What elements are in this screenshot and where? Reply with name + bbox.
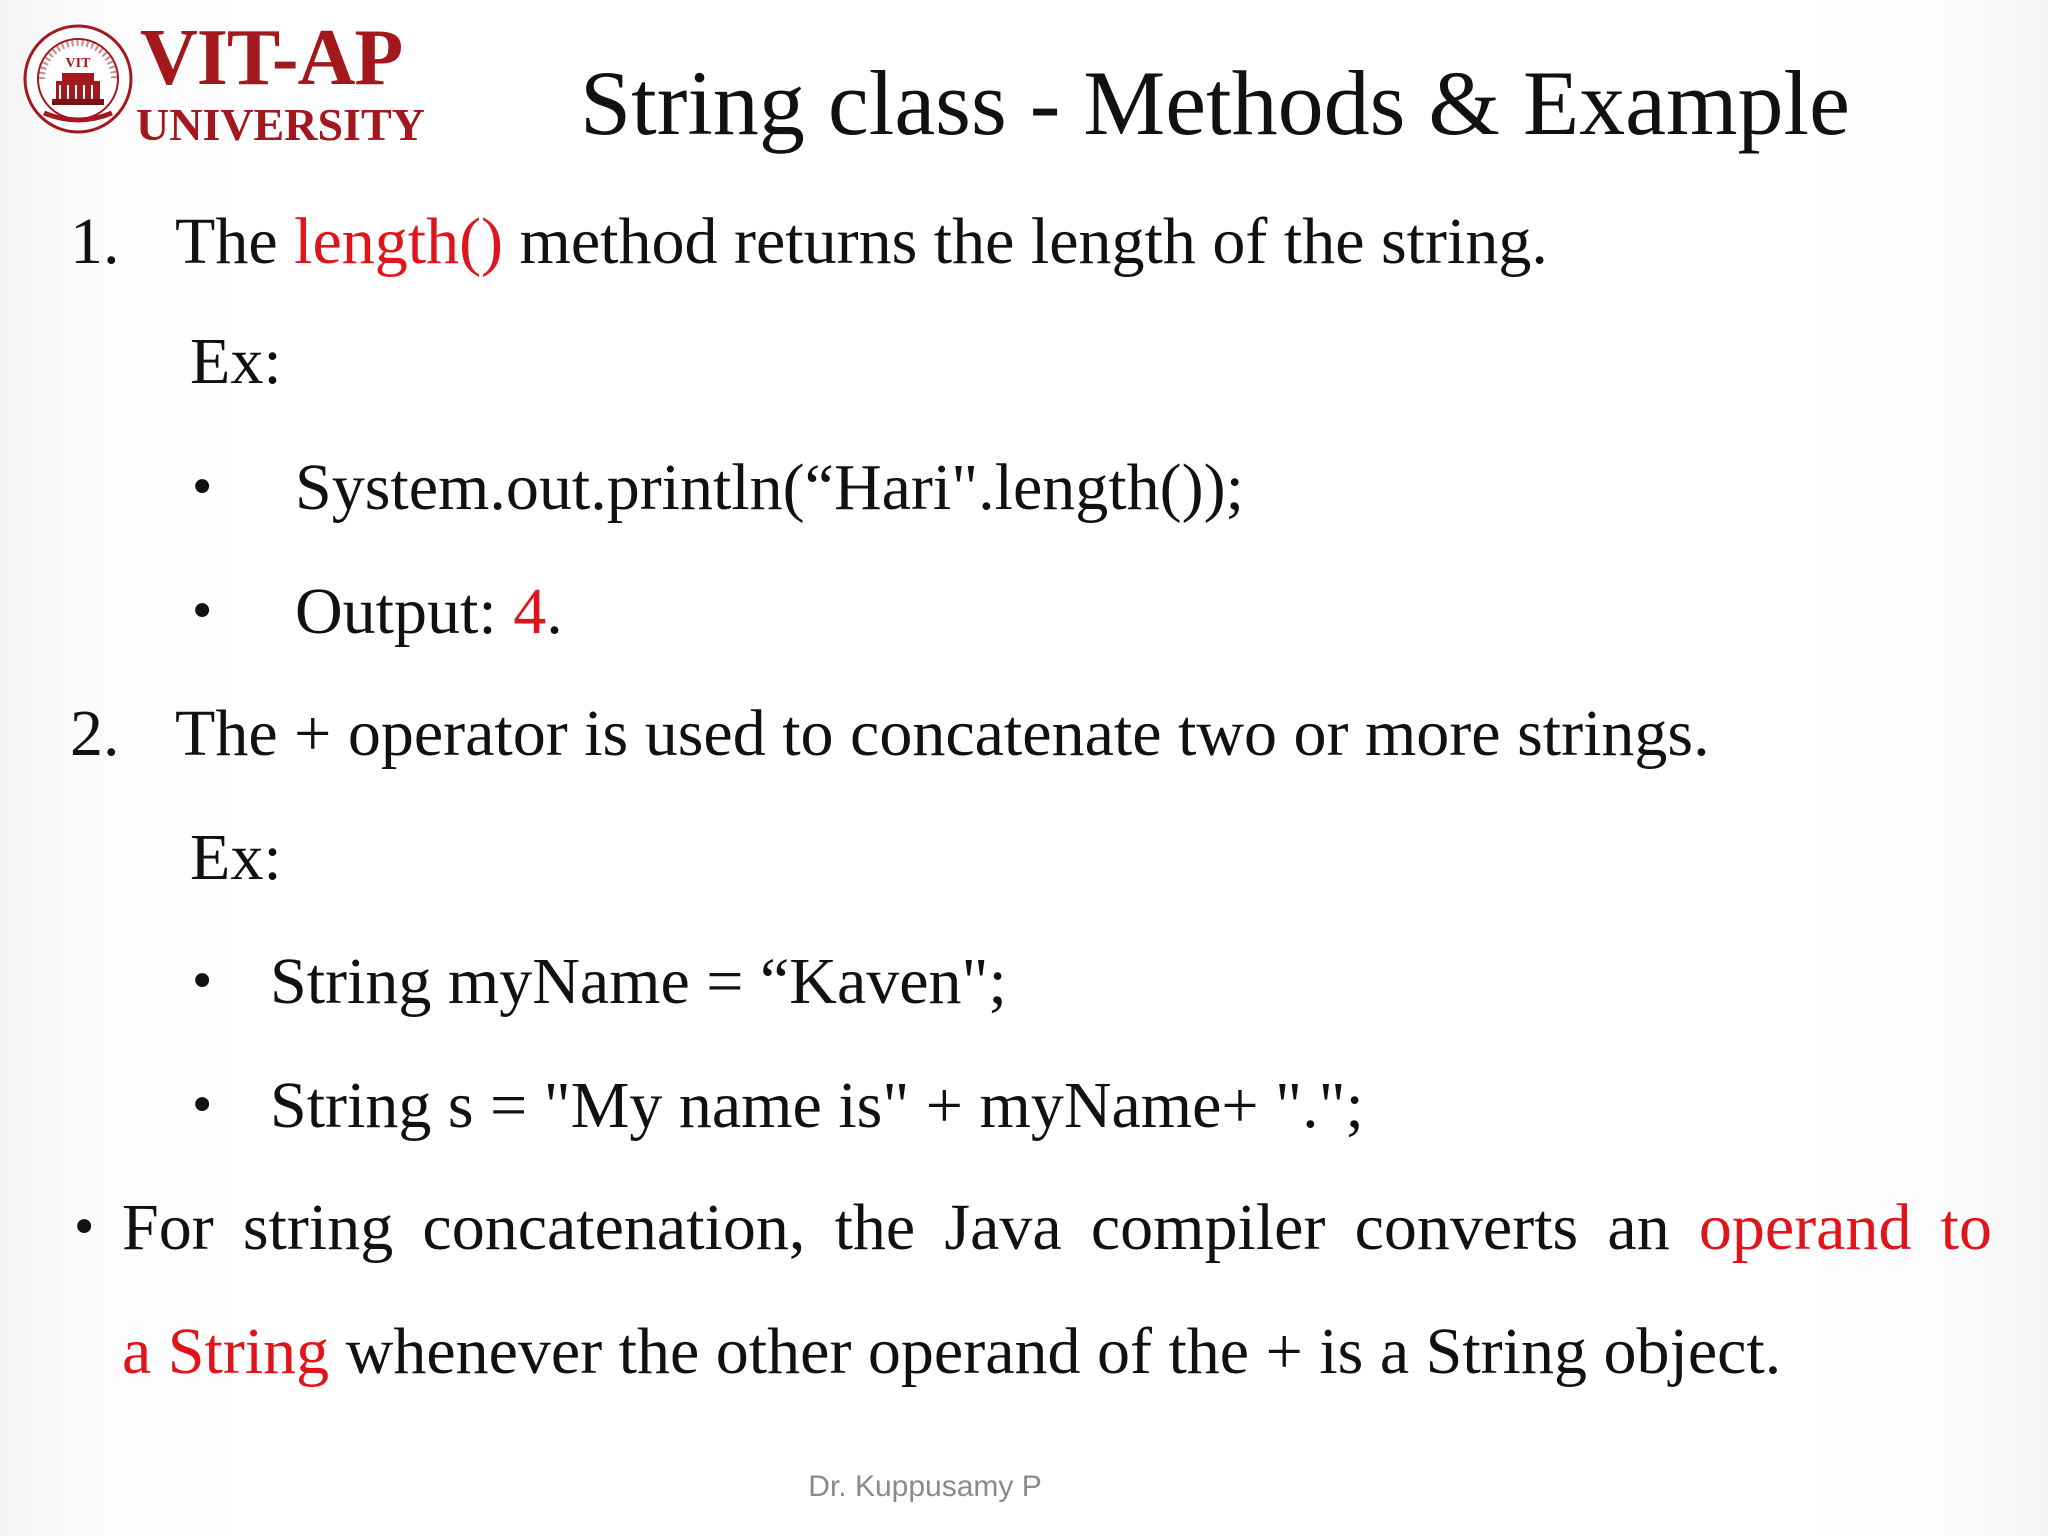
bullet-icon: • [188, 954, 217, 1010]
svg-text:VIT: VIT [65, 56, 91, 71]
bullet-icon: • [188, 584, 217, 640]
bullet-icon: • [70, 1200, 99, 1256]
item2-number: 2. [70, 697, 120, 770]
slide-title: String class - Methods & Example [580, 52, 1850, 154]
note-highlight-1: operand to [1698, 1191, 1993, 1264]
note-text-post: whenever the other operand of the + is a String object. [329, 1315, 1782, 1388]
logo-wordmark-vit-ap: VIT-AP [140, 14, 403, 102]
item1-output-value: 4 [513, 575, 547, 648]
item1-number: 1. [70, 205, 120, 278]
item1-code-line: System.out.println(“Hari".length()); [295, 451, 1244, 524]
item1-text-pre: The [175, 205, 295, 278]
item1-output-label: Output: [295, 575, 514, 648]
note-line-2 [122, 1312, 1781, 1392]
note-line-1 [122, 1188, 1992, 1268]
item2-code-line-2: String s = "My name is" + myName+ "."; [270, 1069, 1364, 1142]
item2-code-line-1: String myName = “Kaven"; [270, 945, 1007, 1018]
item1-output-line [295, 572, 563, 652]
item1-text [175, 202, 1548, 282]
bullet-icon: • [188, 460, 217, 516]
item2-text: The + operator is used to concatenate two or more strings. [175, 697, 1710, 770]
logo-wordmark-university: UNIVERSITY [136, 99, 425, 150]
note-highlight-2: a String [122, 1315, 330, 1388]
item1-method-highlight: length() [294, 205, 504, 278]
item2-ex-label: Ex: [190, 821, 282, 894]
bullet-icon: • [188, 1078, 217, 1134]
note-text-pre: For string concatenation, the Java compiler converts an [122, 1191, 1699, 1264]
university-logo [22, 14, 442, 150]
item1-text-post: method returns the length of the string. [503, 205, 1548, 278]
item1-ex-label: Ex: [190, 325, 282, 398]
university-seal-icon [22, 23, 134, 135]
footer-author: Dr. Kuppusamy P [808, 1470, 1042, 1503]
item1-output-suffix: . [546, 575, 563, 648]
